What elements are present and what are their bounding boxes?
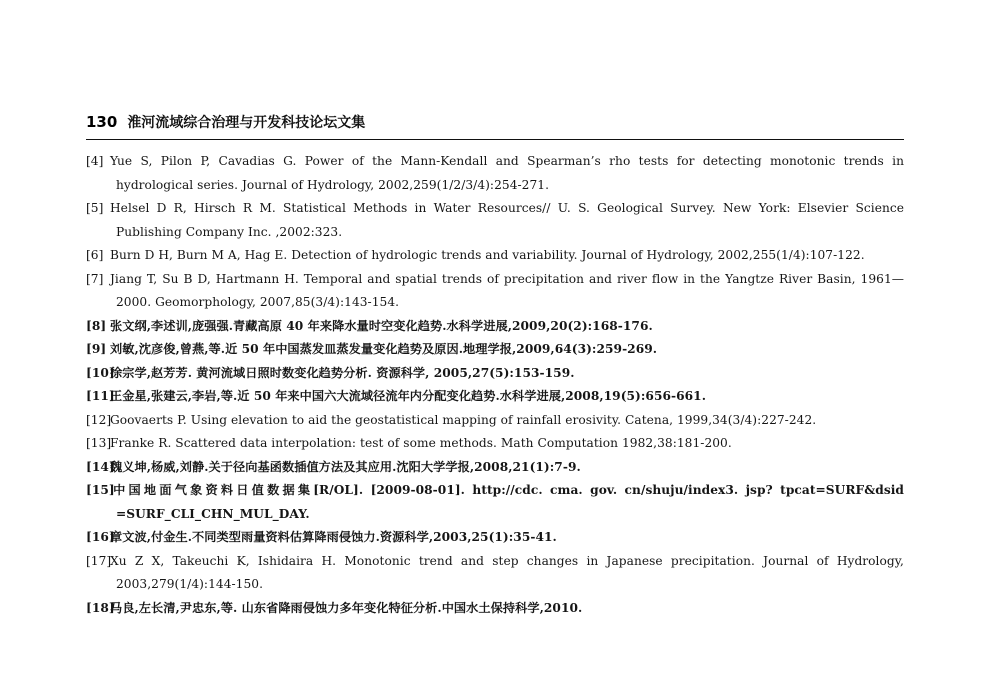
reference-text: 刘敏,沈彦俊,曾燕,等.近 50 年中国蒸发皿蒸发量变化趋势及原因.地理学报,2009,64(3):259-269.: [110, 342, 658, 356]
reference-number: [14]: [86, 459, 115, 474]
reference-item: [86, 385, 904, 409]
page-header: [86, 112, 904, 132]
reference-number: [16]: [86, 530, 115, 544]
reference-number: [7]: [86, 271, 104, 286]
reference-text: Burn D H, Burn M A, Hag E. Detection of hydrologic trends and variability. Journal of Hydrology, 2002,255(1/4):107-122.: [110, 248, 865, 262]
reference-item: [86, 362, 904, 386]
reference-item: [86, 150, 904, 197]
reference-text: 中国地面气象资料日值数据集[R/OL]. [2009-08-01]. http://cdc. cma. gov. cn/shuju/index3. jsp? tpcat=SURF&dsid =SURF_CLI_CHN_MUL_DAY.: [110, 483, 904, 521]
reference-item: [86, 268, 904, 315]
reference-number: [13]: [86, 436, 112, 450]
reference-text: Helsel D R, Hirsch R M. Statistical Methods in Water Resources// U. S. Geological Survey. New York: Elsevier Science Publishing Company Inc. ,2002:323.: [110, 201, 904, 239]
reference-item: [86, 197, 904, 244]
reference-item: [86, 597, 904, 621]
reference-item: [86, 456, 904, 480]
reference-item: [86, 432, 904, 456]
reference-number: [9]: [86, 342, 107, 356]
reference-item: [86, 315, 904, 339]
reference-number: [15]: [86, 483, 115, 497]
reference-text: Franke R. Scattered data interpolation: test of some methods. Math Computation 1982,38:181-200.: [110, 436, 732, 450]
reference-item: [86, 479, 904, 526]
reference-number: [18]: [86, 600, 115, 615]
header-rule: [86, 139, 904, 140]
reference-text: Yue S, Pilon P, Cavadias G. Power of the Mann-Kendall and Spearman’s rho tests for detecting monotonic trends in hydrological series. Journal of Hydrology, 2002,259(1/2/3/4):254-271.: [110, 154, 904, 192]
reference-text: Goovaerts P. Using elevation to aid the geostatistical mapping of rainfall erosivity. Catena, 1999,34(3/4):227-242.: [110, 412, 817, 427]
reference-text: 魏义坤,杨威,刘静.关于径向基函数插值方法及其应用.沈阳大学学报,2008,21(1):7-9.: [110, 459, 581, 474]
reference-item: [86, 409, 904, 433]
reference-text: Xu Z X, Takeuchi K, Ishidaira H. Monotonic trend and step changes in Japanese precipitation. Journal of Hydrology, 2003,279(1/4):144-150.: [110, 553, 904, 591]
reference-text: 王金星,张建云,李岩,等.近 50 年来中国六大流域径流年内分配变化趋势.水科学进展,2008,19(5):656-661.: [110, 389, 707, 403]
reference-item: [86, 550, 904, 597]
reference-item: [86, 338, 904, 362]
reference-item: [86, 244, 904, 268]
reference-number: [5]: [86, 201, 104, 215]
reference-text: Jiang T, Su B D, Hartmann H. Temporal and spatial trends of precipitation and river flow in the Yangtze River Basin, 1961—2000. Geomorphology, 2007,85(3/4):143-154.: [110, 271, 904, 309]
reference-text: 章文波,付金生.不同类型雨量资料估算降雨侵蚀力.资源科学,2003,25(1):35-41.: [110, 530, 557, 544]
reference-number: [6]: [86, 248, 104, 262]
reference-item: [86, 526, 904, 550]
reference-text: 马良,左长清,尹忠东,等. 山东省降雨侵蚀力多年变化特征分析.中国水土保持科学,2010.: [110, 600, 583, 615]
reference-number: [11]: [86, 389, 115, 403]
reference-number: [8]: [86, 318, 107, 333]
reference-text: 张文纲,李述训,庞强强.青藏高原 40 年来降水量时空变化趋势.水科学进展,2009,20(2):168-176.: [110, 318, 653, 333]
page-number: 130: [86, 113, 118, 131]
reference-number: [12]: [86, 412, 112, 427]
reference-number: [17]: [86, 553, 112, 568]
reference-number: [4]: [86, 154, 104, 168]
reference-list: [86, 150, 904, 620]
reference-text: 徐宗学,赵芳芳. 黄河流域日照时数变化趋势分析. 资源科学, 2005,27(5):153-159.: [110, 365, 575, 380]
running-title: 淮河流域综合治理与开发科技论坛文集: [127, 115, 366, 131]
reference-number: [10]: [86, 365, 115, 380]
